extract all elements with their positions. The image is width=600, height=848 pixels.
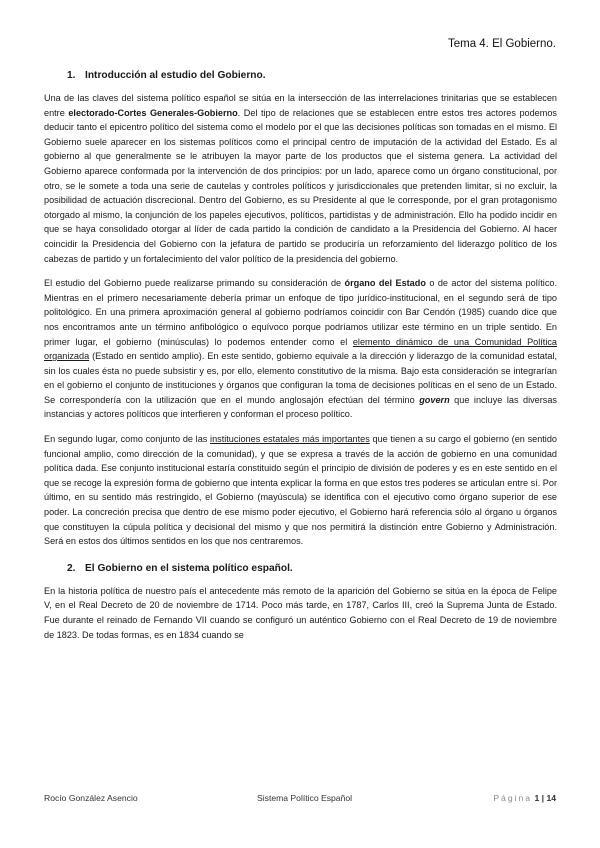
underlined-term-elemento: elemento dinámico de una Comunidad Política organizada	[44, 336, 557, 362]
footer-page-number: 1	[534, 793, 540, 803]
footer-page-label: Página	[493, 793, 533, 803]
section-1-title: Introducción al estudio del Gobierno.	[85, 70, 266, 81]
section-1-number: 1.	[67, 70, 76, 81]
bold-term-organo: órgano del Estado	[344, 278, 426, 289]
page-footer	[44, 793, 556, 807]
paragraph-2: El estudio del Gobierno puede realizarse primando su consideración de órgano del Estado o de actor del sistema político. Mientras en el primero necesariamente debería primar un enfoque de tipo jurídico-institucional, en el segundo será de tipo politológico. En una primera aproximación general al gobierno podríamos coincidir con Bar Cendón (1985) cuando dice que nos encontramos ante un término anfibológico o equívoco porque podríamos utilizar este término en un triple sentido. En primer lugar, el gobierno (minúsculas) lo podemos entender como el elemento dinámico de una Comunidad Política organizada (Estado en sentido amplio). En este sentido, gobierno equivale a la dirección y liderazgo de la comunidad estatal, sin los cuales ésta no puede subsistir y es, por ello, elemento constitutivo de la misma. Bajo esta consideración se integrarían en el gobierno el conjunto de instituciones y órganos que configuran la toma de decisiones políticas en el seno de un Estado. Se correspondería con la utilización que en el mundo anglosajón efectúan del término govern que incluye las diversas instancias y actores políticos que interfieren y conforman el proceso político.	[44, 278, 557, 420]
bold-term-govern: govern	[419, 394, 450, 405]
footer-course: Sistema Político Español	[257, 793, 353, 803]
section-1-heading	[67, 70, 557, 81]
section-2-title: El Gobierno en el sistema político español.	[85, 562, 293, 574]
document-body	[44, 70, 557, 652]
footer-page-total: 14	[546, 793, 556, 803]
bold-term-electorado: electorado-Cortes Generales-Gobierno	[68, 107, 238, 118]
footer-page-indicator	[493, 793, 556, 803]
document-header-title: Tema 4. El Gobierno.	[447, 38, 556, 50]
paragraph-1: Una de las claves del sistema político español se sitúa en la intersección de las interrelaciones trinitarias que se establecen entre electorado-Cortes Generales-Gobierno. Del tipo de relaciones que se establecen entre estos tres actores podemos deducir tanto el epicentro político del sistema como el modelo por el que las decisiones políticas son tomadas en el mismo. El Gobierno suele aparecer en los sistemas políticos como el principal centro de imputación de la actividad del Estado. Es al gobierno al que generalmente se le atribuyen la mayor parte de los productos que el sistema genera. La actividad del Gobierno aparece conformada por la intervención de dos principios: por un lado, aparece como un órgano constitucional, por otro, se le somete a toda una serie de cautelas y controles políticos y jurisdiccionales que pretenden limitar, si no excluir, la posibilidad de actuación discrecional. Dentro del Gobierno, es su Presidente al que le corresponde, por el gran protagonismo otorgado al mismo, la conjunción de los papeles ejecutivos, políticos, partidistas y de administración. Ello ha podido incidir en que se haya consolidado otorgar al líder de cada partido la condición de candidato a la Presidencia del Gobierno. Al hacer coincidir la Presidencia del Gobierno con la jefatura de partido se produciría un reforzamiento del liderazgo político de los cabezas de partido y un fortalecimiento del valor político de la presidencia del gobierno.	[44, 93, 557, 264]
section-2-number: 2.	[67, 562, 76, 574]
footer-author: Rocío González Asencio	[44, 793, 138, 803]
footer-page-separator: |	[541, 793, 545, 803]
section-2-heading	[67, 563, 557, 574]
paragraph-4: En la historia política de nuestro país el antecedente más remoto de la aparición del Gobierno se sitúa en la época de Felipe V, en el Real Decreto de 20 de noviembre de 1714. Poco más tarde, en 1787, Carlos III, creó la Suprema Junta de Estado. Fue durante el reinado de Fernando VII cuando se configuró un auténtico Gobierno con el Real Decreto de 19 de noviembre de 1823. De todas formas, es en 1834 cuando se	[44, 585, 557, 640]
underlined-term-instituciones: instituciones estatales más importantes	[210, 434, 370, 445]
paragraph-3: En segundo lugar, como conjunto de las instituciones estatales más importantes que tienen a su cargo el gobierno (en sentido funcional amplio, como dirección de la comunidad), y que se expresa a través de la acción de gobierno en una comunidad política dada. Ese conjunto institucional estaría constituido según el principio de división de poderes y es en este sentido en el que se recoge la expresión forma de gobierno que intenta explicar la forma en que estos tres poderes se articulan entre sí. Por último, en su sentido más restringido, el Gobierno (mayúscula) se identifica con el ejecutivo como órgano superior de ese poder. La concreción precisa que dentro de ese mismo poder ejecutivo, el Gobierno hará referencia sólo al órgano u órganos que constituyen la cúpula política y decisional del mismo y que nos permitirá la distinción entre Gobierno y Administración. Será en estos dos últimos sentidos en los que nos centraremos.	[44, 434, 557, 547]
